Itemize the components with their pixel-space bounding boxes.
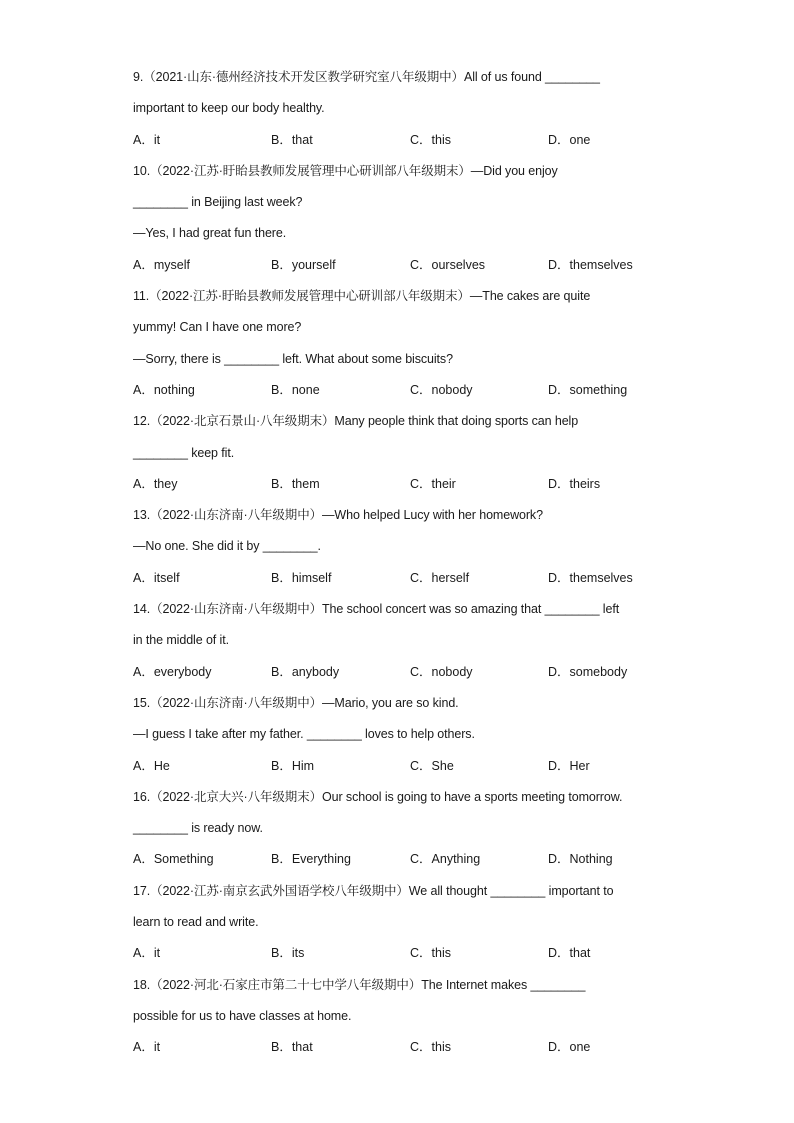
option-a: A．everybody [133,664,212,679]
option-a: A．they [133,476,178,491]
answer-options [133,1032,673,1063]
question-9 [133,62,673,156]
option-b: B．himself [271,570,332,585]
option-d: D．something [548,382,628,397]
question-text: —Sorry, there is ________ left. What about some biscuits? [133,351,453,366]
question-text: 14.（2022·山东济南·八年级期中）The school concert was so amazing that ________ left [133,602,620,617]
option-a: A．nothing [133,382,195,397]
answer-options [133,657,673,688]
answer-options [133,938,673,969]
answer-options [133,125,673,156]
question-text: 18.（2022·河北·石家庄市第二十七中学八年级期中）The Internet makes ________ [133,977,586,992]
question-text: possible for us to have classes at home. [133,1008,352,1023]
question-text: 12.（2022·北京石景山·八年级期末）Many people think that doing sports can help [133,414,579,429]
question-text: in the middle of it. [133,633,229,648]
option-a: A．it [133,1040,161,1055]
question-text: 13.（2022·山东济南·八年级期中）—Who helped Lucy with her homework? [133,508,543,523]
option-a: A．Something [133,852,214,867]
answer-options [133,563,673,594]
question-10 [133,156,673,281]
option-d: D．somebody [548,664,628,679]
answer-options [133,469,673,500]
option-d: D．Her [548,758,590,773]
option-b: B．that [271,1040,313,1055]
option-b: B．them [271,476,320,491]
question-text: 10.（2022·江苏·盱眙县教师发展管理中心研训部八年级期末）—Did you enjoy [133,163,558,178]
option-c: C．She [410,758,454,773]
option-b: B．Him [271,758,315,773]
option-d: D．themselves [548,257,633,272]
question-text: ________ in Beijing last week? [133,195,303,210]
option-c: C．this [410,946,451,961]
question-15 [133,688,673,782]
question-12 [133,406,673,500]
option-c: C．this [410,1040,451,1055]
option-c: C．Anything [410,852,481,867]
option-c: C．nobody [410,664,473,679]
option-b: B．none [271,382,320,397]
question-14 [133,594,673,688]
option-a: A．myself [133,257,190,272]
question-text: 16.（2022·北京大兴·八年级期末）Our school is going to have a sports meeting tomorrow. [133,789,623,804]
question-text: 11.（2022·江苏·盱眙县教师发展管理中心研训部八年级期末）—The cakes are quite [133,289,591,304]
option-d: D．theirs [548,476,601,491]
option-b: B．its [271,946,305,961]
question-17 [133,876,673,970]
option-c: C．herself [410,570,470,585]
option-a: A．itself [133,570,180,585]
question-11 [133,281,673,406]
option-c: C．their [410,476,456,491]
question-text: important to keep our body healthy. [133,101,325,116]
option-b: B．anybody [271,664,340,679]
answer-options [133,751,673,782]
question-text: —Yes, I had great fun there. [133,226,287,241]
option-a: A．it [133,132,161,147]
question-text: 15.（2022·山东济南·八年级期中）—Mario, you are so kind. [133,695,459,710]
question-16 [133,782,673,876]
option-b: B．that [271,132,313,147]
question-text: learn to read and write. [133,915,259,930]
option-d: D．that [548,946,591,961]
option-b: B．yourself [271,257,336,272]
option-c: C．ourselves [410,257,486,272]
option-d: D．one [548,1040,591,1055]
option-d: D．themselves [548,570,633,585]
option-d: D．Nothing [548,852,613,867]
question-text: 9.（2021·山东·德州经济技术开发区教学研究室八年级期中）All of us found ________ [133,70,600,84]
question-text: —I guess I take after my father. ________ loves to help others. [133,727,475,742]
option-a: A．it [133,946,161,961]
question-13 [133,500,673,594]
option-a: A．He [133,758,170,773]
question-text: yummy! Can I have one more? [133,320,302,335]
question-text: ________ keep fit. [133,445,235,460]
question-text: ________ is ready now. [133,821,263,836]
question-list [133,62,673,1064]
answer-options [133,844,673,875]
question-18 [133,970,673,1064]
answer-options [133,375,673,406]
answer-options [133,250,673,281]
option-c: C．this [410,132,451,147]
option-c: C．nobody [410,382,473,397]
option-b: B．Everything [271,852,351,867]
question-text: —No one. She did it by ________. [133,539,321,554]
option-d: D．one [548,132,591,147]
question-text: 17.（2022·江苏·南京玄武外国语学校八年级期中）We all thought ________ important to [133,883,614,898]
